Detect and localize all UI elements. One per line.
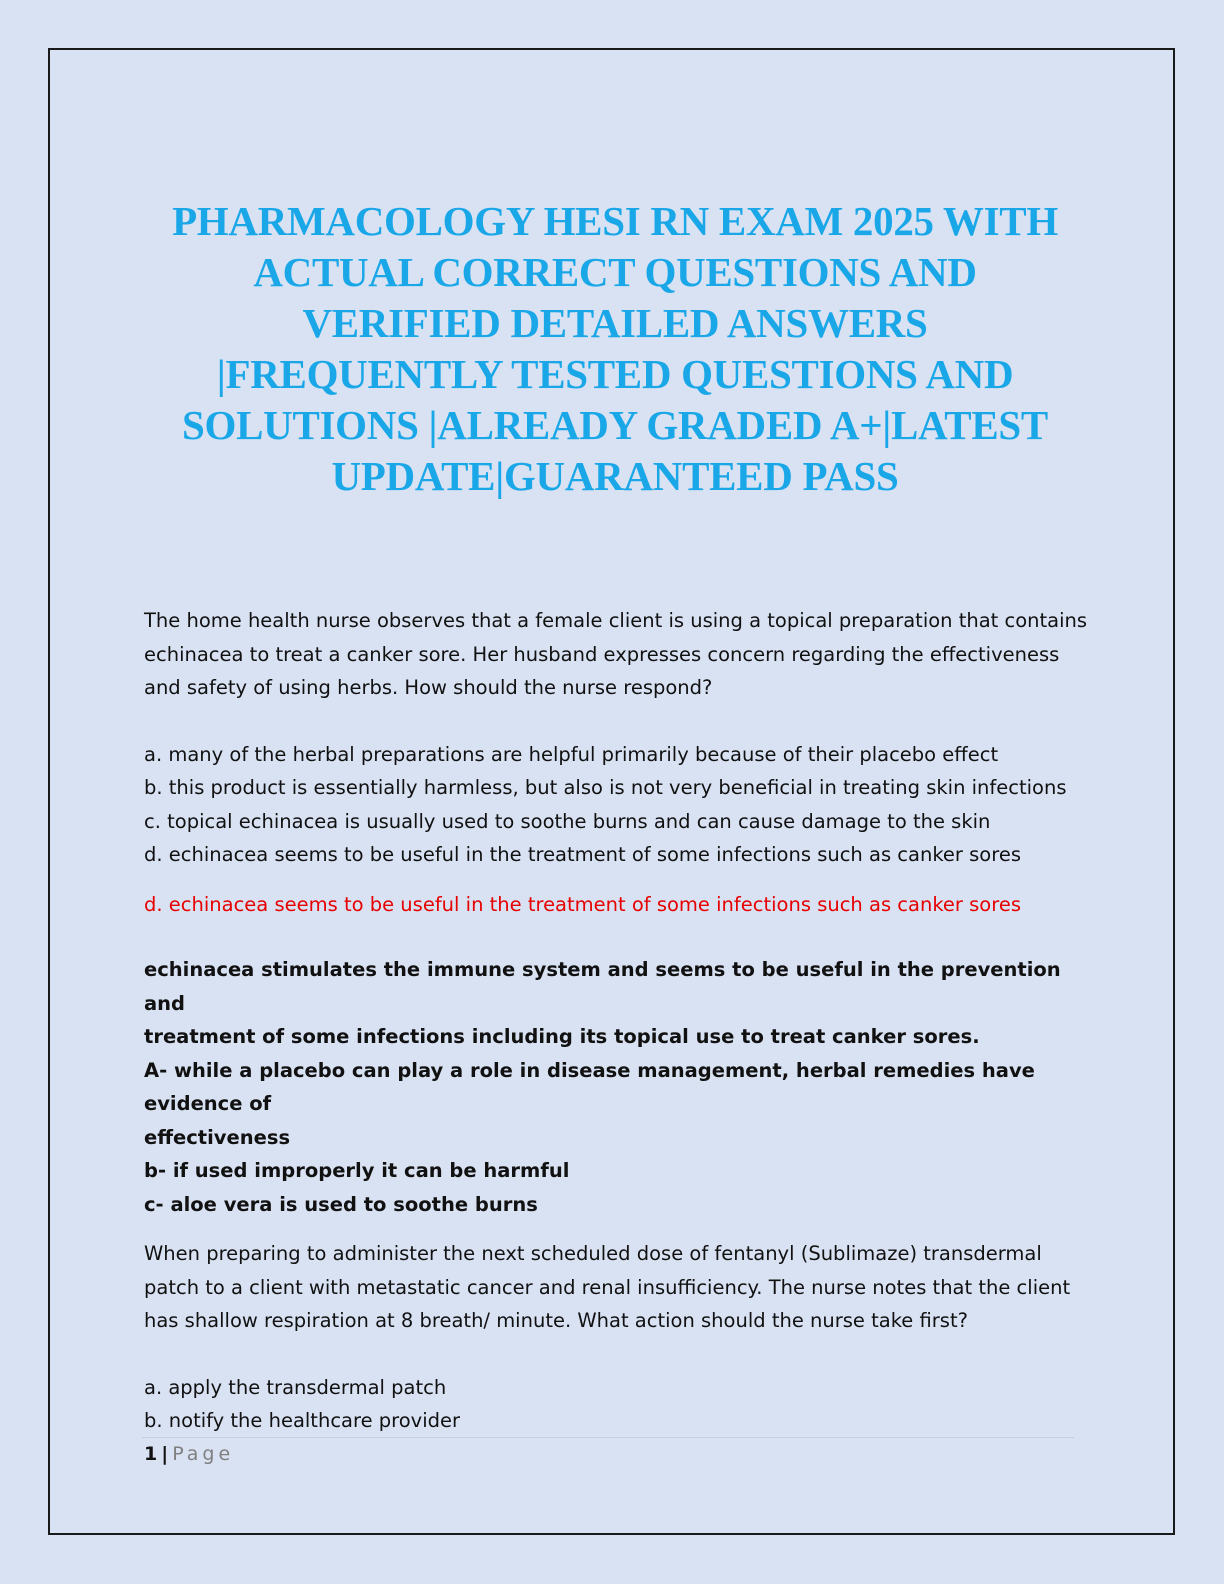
footer-divider: [142, 1437, 1074, 1438]
page-label: Page: [172, 1443, 235, 1465]
question-1-options: [144, 738, 1094, 872]
page-footer: [144, 1440, 234, 1468]
rationale-line: treatment of some infections including its topical use to treat canker sores.: [144, 1025, 980, 1048]
question-2-stem: [144, 1237, 1094, 1338]
stem-line: When preparing to administer the next scheduled dose of fentanyl (Sublimaze) transdermal: [144, 1242, 1042, 1265]
title-line: PHARMACOLOGY HESI RN EXAM 2025 WITH: [172, 198, 1058, 244]
question-2: [144, 1237, 1094, 1438]
rationale-line: echinacea stimulates the immune system and seems to be useful in the prevention and: [144, 958, 1061, 1015]
question-1: [144, 604, 1094, 1221]
stem-line: echinacea to treat a canker sore. Her husband expresses concern regarding the effectiveness: [144, 642, 1060, 666]
title-line: |FREQUENTLY TESTED QUESTIONS AND: [216, 351, 1014, 397]
rationale-line: effectiveness: [144, 1125, 291, 1149]
title-line: ACTUAL CORRECT QUESTIONS AND: [253, 249, 977, 295]
option-d: d. echinacea seems to be useful in the treatment of some infections such as canker sores: [144, 843, 1021, 866]
rationale-line: b- if used improperly it can be harmful: [144, 1159, 570, 1182]
stem-line: patch to a client with metastatic cancer and renal insufficiency. The nurse notes that the client: [144, 1275, 1071, 1299]
stem-line: has shallow respiration at 8 breath/ minute. What action should the nurse take first?: [144, 1309, 968, 1332]
option-b: b. notify the healthcare provider: [144, 1409, 461, 1432]
document-body: [144, 604, 1094, 1438]
page-number: 1: [144, 1443, 158, 1465]
title-line: SOLUTIONS |ALREADY GRADED A+|LATEST: [182, 402, 1048, 448]
question-2-options: [144, 1371, 1094, 1438]
rationale-line: c- aloe vera is used to soothe burns: [144, 1192, 538, 1216]
option-a: a. apply the transdermal patch: [144, 1375, 447, 1399]
title-line: UPDATE|GUARANTEED PASS: [331, 453, 899, 499]
title-line: VERIFIED DETAILED ANSWERS: [302, 300, 928, 346]
correct-answer: d. echinacea seems to be useful in the treatment of some infections such as canker sores: [144, 892, 1021, 916]
option-a: a. many of the herbal preparations are helpful primarily because of their placebo effect: [144, 742, 999, 766]
option-c: c. topical echinacea is usually used to soothe burns and can cause damage to the skin: [144, 809, 991, 833]
stem-line: and safety of using herbs. How should the nurse respond?: [144, 676, 713, 699]
rationale-line: A- while a placebo can play a role in disease management, herbal remedies have evidence of: [144, 1058, 1035, 1115]
footer-separator: |: [161, 1443, 169, 1465]
document-title: [110, 196, 1120, 502]
stem-line: The home health nurse observes that a female client is using a topical preparation that contains: [144, 609, 1088, 632]
option-b: b. this product is essentially harmless, but also is not very beneficial in treating skin infections: [144, 776, 1067, 799]
rationale: [144, 953, 1094, 1221]
question-1-stem: [144, 604, 1094, 705]
